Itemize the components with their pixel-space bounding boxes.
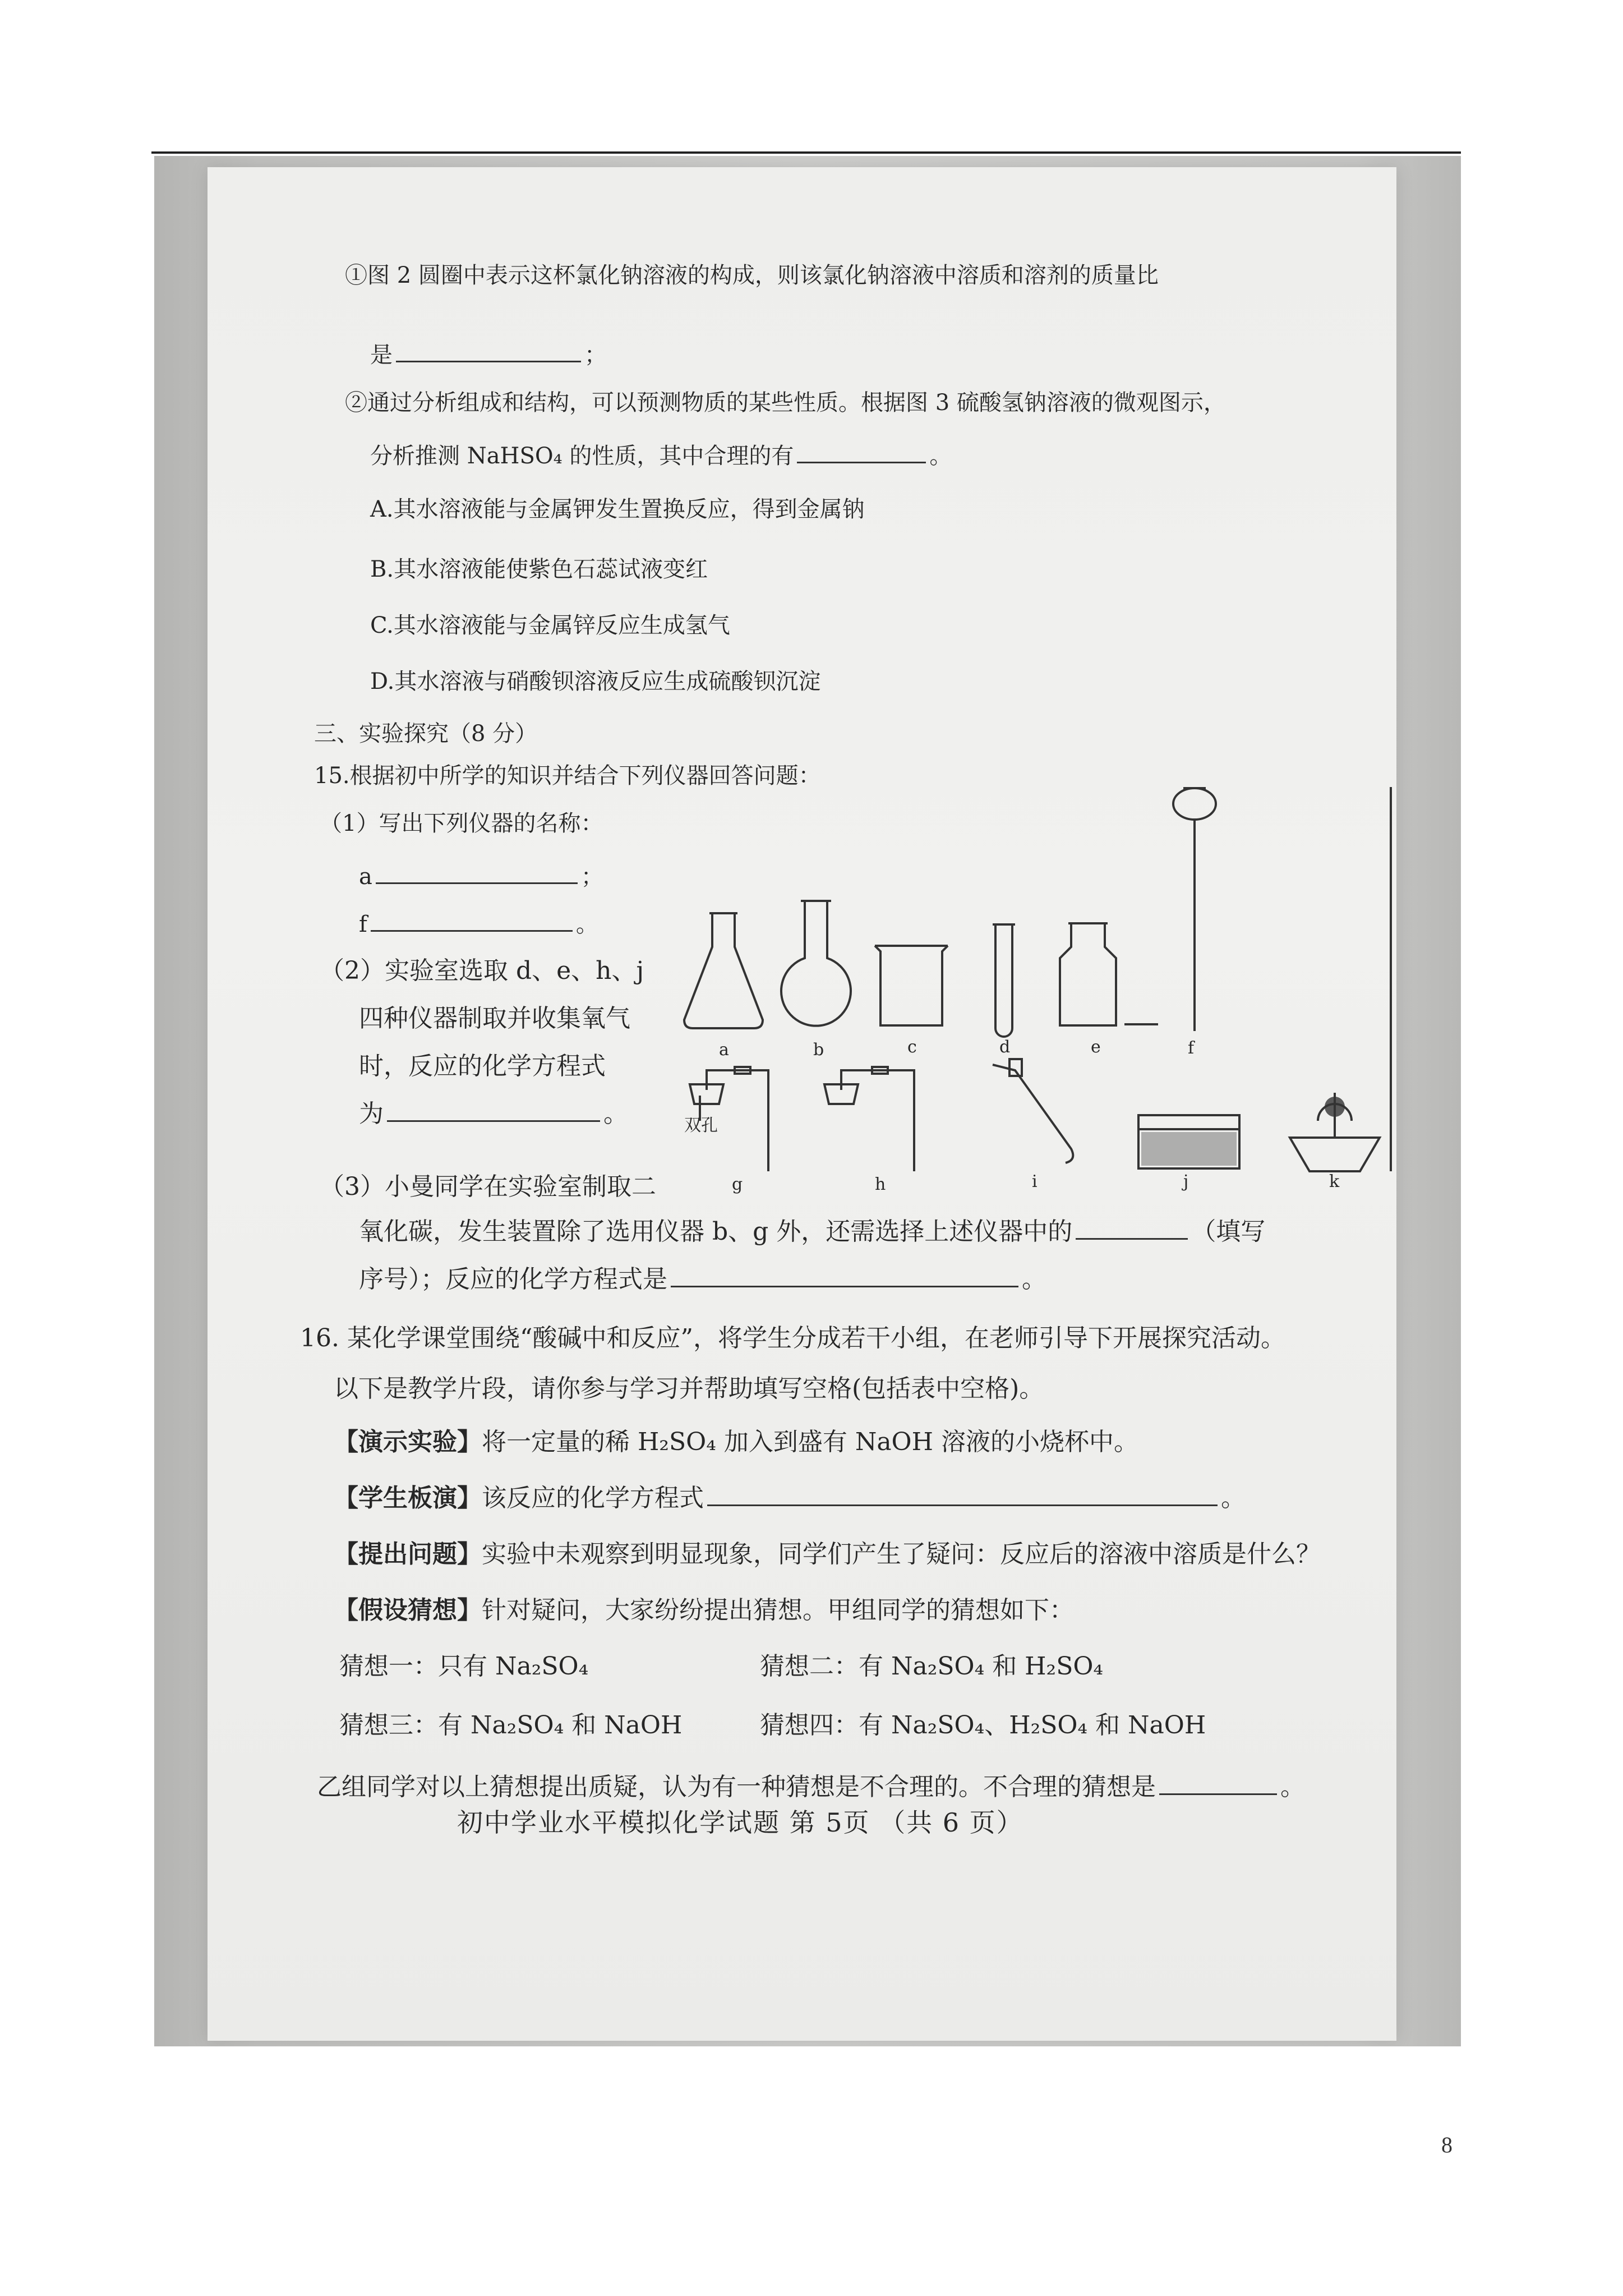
q15-part3-line1: （3）小曼同学在实验室制取二	[320, 1172, 656, 1201]
q16-blank-guess[interactable]	[1159, 1793, 1277, 1795]
q14-option-d: D.其水溶液与硝酸钡溶液反应生成硫酸钡沉淀	[370, 669, 821, 694]
gas-bottle-icon	[1060, 923, 1158, 1025]
q14-item2-end: 。	[929, 443, 952, 469]
label-b: b	[813, 1040, 824, 1060]
q15-a-label: a	[359, 864, 372, 890]
q15-title: 15.根据初中所学的知识并结合下列仪器回答问题：	[314, 763, 821, 789]
q14-item1-cont	[370, 341, 607, 369]
q16-demo-text: 将一定量的稀 H₂SO₄ 加入到盛有 NaOH 溶液的小烧杯中。	[482, 1428, 1138, 1456]
q15-blank-equation-co2[interactable]	[671, 1286, 1018, 1287]
q16-guess	[334, 1595, 1074, 1626]
q16-line2: 以下是教学片段，请你参与学习并帮助填写空格(包括表中空格)。	[334, 1374, 1044, 1403]
q16-board-tag: 【学生板演】	[334, 1484, 482, 1512]
q16-ask	[334, 1539, 1321, 1570]
q15-part3-end: 。	[1022, 1265, 1046, 1294]
q14-option-a: A.其水溶液能与金属钾发生置换反应，得到金属钠	[370, 496, 865, 522]
q16-guess-text: 针对疑问，大家纷纷提出猜想。甲组同学的猜想如下：	[482, 1596, 1074, 1625]
exam-paper	[208, 167, 1396, 2041]
q14-item2-cont	[370, 442, 952, 470]
label-a: a	[719, 1040, 729, 1060]
exam-photo	[154, 156, 1461, 2046]
q16-guess-1: 猜想一：只有 Na₂SO₄	[339, 1652, 589, 1681]
stopper-tube-icon	[824, 1067, 914, 1171]
q14-item2: ②通过分析组成和结构，可以预测物质的某些性质。根据图 3 硫酸氢钠溶液的微观图示，	[345, 390, 1226, 416]
page-footer: 初中学业水平模拟化学试题 第 5页 （共 6 页）	[457, 1807, 1023, 1838]
q16-line1: 16. 某化学课堂围绕“酸碱中和反应”，将学生分成若干小组，在老师引导下开展探究活动。	[300, 1324, 1285, 1352]
q15-part2-line2: 四种仪器制取并收集氧气	[359, 1004, 630, 1033]
q14-blank-2[interactable]	[797, 462, 926, 463]
q15-answer-f	[359, 910, 598, 938]
label-g-note: 双孔	[684, 1116, 718, 1135]
q16-demo	[334, 1427, 1138, 1457]
q16-board	[334, 1483, 1246, 1513]
beaker-icon	[875, 946, 948, 1025]
apparatus-figure	[679, 779, 1396, 1194]
q15-blank-f[interactable]	[371, 930, 573, 932]
label-j: j	[1183, 1172, 1189, 1191]
q16-last-end: 。	[1280, 1773, 1305, 1801]
q14-item1-end: ；	[584, 342, 607, 368]
q16-guess-2: 猜想二：有 Na₂SO₄ 和 H₂SO₄	[760, 1652, 1104, 1681]
q16-demo-tag: 【演示实验】	[334, 1428, 482, 1456]
q16-last	[317, 1772, 1305, 1802]
q15-part1: （1）写出下列仪器的名称：	[320, 811, 603, 836]
q15-part3-note: （填写	[1191, 1217, 1266, 1246]
top-rule	[151, 151, 1461, 154]
q15-part2-prefix: 为	[359, 1099, 384, 1128]
q15-part3-line3	[359, 1264, 1046, 1295]
q15-part3-eq-prefix: 序号）；反应的化学方程式是	[359, 1265, 667, 1294]
test-tube-icon	[993, 924, 1015, 1037]
q16-last-text: 乙组同学对以上猜想提出质疑，认为有一种猜想是不合理的。不合理的猜想是	[317, 1773, 1156, 1801]
q14-option-c: C.其水溶液能与金属锌反应生成氢气	[370, 613, 730, 638]
q15-part2-line3: 时，反应的化学方程式	[359, 1052, 606, 1080]
q16-ask-text: 实验中未观察到明显现象，同学们产生了疑问：反应后的溶液中溶质是什么？	[482, 1540, 1321, 1568]
label-e: e	[1091, 1037, 1101, 1057]
q15-part2-line1: （2）实验室选取 d、e、h、j	[320, 956, 644, 985]
q15-blank-a[interactable]	[376, 882, 578, 884]
q16-guess-4: 猜想四：有 Na₂SO₄、H₂SO₄ 和 NaOH	[760, 1711, 1206, 1740]
section3-title: 三、实验探究（8 分）	[314, 721, 538, 747]
label-f: f	[1188, 1038, 1195, 1058]
q15-answer-a	[359, 863, 603, 891]
label-k: k	[1329, 1172, 1340, 1191]
q16-board-end: 。	[1221, 1484, 1246, 1512]
q15-part3-line2	[359, 1216, 1265, 1247]
q15-part2-line4	[359, 1098, 628, 1129]
q15-part2-end: 。	[603, 1099, 628, 1128]
round-flask-icon	[781, 901, 851, 1026]
q16-board-text: 该反应的化学方程式	[482, 1484, 704, 1512]
q16-guess-tag: 【假设猜想】	[334, 1596, 482, 1625]
q14-option-b: B.其水溶液能使紫色石蕊试液变红	[370, 556, 708, 582]
label-h: h	[875, 1175, 886, 1194]
bent-tube-icon	[993, 1059, 1073, 1163]
q15-part3-text: 氧化碳，发生装置除了选用仪器 b、g 外，还需选择上述仪器中的	[359, 1217, 1073, 1246]
q15-blank-apparatus[interactable]	[1076, 1238, 1188, 1240]
page-number: 8	[1441, 2132, 1453, 2157]
label-d: d	[999, 1037, 1011, 1057]
q15-f-label: f	[359, 912, 367, 937]
q14-item1: ①图 2 圆圈中表示这杯氯化钠溶液的构成，则该氯化钠溶液中溶质和溶剂的质量比	[345, 263, 1159, 288]
q14-item2-prefix: 分析推测 NaHSO₄ 的性质，其中合理的有	[370, 443, 794, 469]
q16-guess-3: 猜想三：有 Na₂SO₄ 和 NaOH	[339, 1711, 683, 1740]
q16-ask-tag: 【提出问题】	[334, 1540, 482, 1568]
q14-blank-1[interactable]	[396, 361, 581, 362]
conical-flask-icon	[684, 913, 763, 1028]
q15-a-end: ；	[580, 864, 603, 890]
q15-f-end: 。	[575, 912, 598, 937]
q14-item1-prefix: 是	[370, 342, 393, 368]
q15-blank-equation-o2[interactable]	[387, 1120, 600, 1122]
long-funnel-icon	[1173, 788, 1216, 1031]
apparatus-svg	[679, 779, 1396, 1182]
label-c: c	[907, 1037, 917, 1057]
label-g: g	[732, 1175, 743, 1194]
q16-blank-equation[interactable]	[707, 1504, 1218, 1506]
label-i: i	[1032, 1172, 1038, 1191]
